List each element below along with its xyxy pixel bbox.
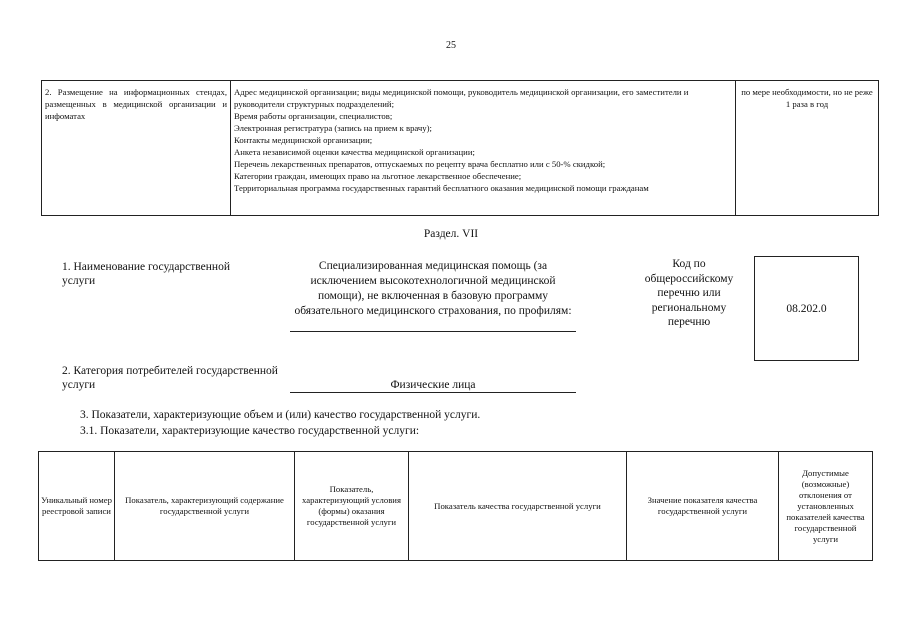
content-line: Адрес медицинской организации; виды медицинской помощи, руководитель медицинской организации, его заместители и руководители структурных подразделений;	[234, 87, 689, 109]
content-line: Территориальная программа государственных гарантий бесплатного оказания медицинской помощи гражданам	[234, 183, 649, 193]
quality-heading: 3.1. Показатели, характеризующие качество государственной услуги:	[80, 425, 420, 437]
content-line: Электронная регистратура (запись на прием к врачу);	[234, 123, 432, 133]
code-box	[754, 256, 859, 361]
category-label: 2. Категория потребителей государственной услуги	[62, 365, 278, 391]
placement-frequency-cell: по мере необходимости, но не реже 1 раза в год	[736, 81, 879, 216]
quality-indicators-table	[38, 451, 873, 561]
service-name-label: 1. Наименование государственной услуги	[62, 261, 230, 287]
section-title: Раздел. VII	[423, 228, 479, 240]
content-line: Время работы организации, специалистов;	[234, 111, 393, 121]
header-content-indicator: Показатель, характеризующий содержание государственной услуги	[115, 452, 295, 561]
code-label: Код по общероссийскому перечню или региональному перечню	[644, 258, 734, 328]
info-placement-table	[41, 80, 879, 216]
header-record-number: Уникальный номер реестровой записи	[39, 452, 115, 561]
header-conditions-indicator: Показатель, характеризующий условия (формы) оказания государственной услуги	[295, 452, 409, 561]
code-value: 08.202.0	[786, 302, 827, 315]
page-number: 25	[446, 40, 456, 51]
header-quality-indicator: Показатель качества государственной услуги	[409, 452, 627, 561]
content-line: Контакты медицинской организации;	[234, 135, 373, 145]
content-line: Перечень лекарственных препаратов, отпускаемых по рецепту врача бесплатно или с 50-% скидкой;	[234, 159, 606, 169]
content-line: Категории граждан, имеющих право на льготное лекарственное обеспечение;	[234, 171, 522, 181]
category-value: Физические лица	[390, 379, 476, 391]
service-name-underline	[290, 331, 576, 332]
header-quality-value: Значение показателя качества государственной услуги	[627, 452, 779, 561]
category-underline	[290, 392, 576, 393]
placement-content-cell	[231, 81, 736, 216]
service-name-value: Специализированная медицинская помощь (за исключением высокотехнологичной медицинской помощи), не включенная в базовую программу обязательного медицинского страхования, по профилям:	[294, 260, 572, 317]
indicators-heading: 3. Показатели, характеризующие объем и (или) качество государственной услуги.	[80, 409, 481, 421]
content-line: Анкета независимой оценки качества медицинской организации;	[234, 147, 475, 157]
placement-method-cell: 2. Размещение на информационных стендах, размещенных в медицинской организации и инфоматах	[42, 81, 231, 216]
table-row	[42, 81, 879, 216]
header-allowed-deviations: Допустимые (возможные) отклонения от установленных показателей качества государственной услуги	[779, 452, 873, 561]
table-header-row	[39, 452, 873, 561]
